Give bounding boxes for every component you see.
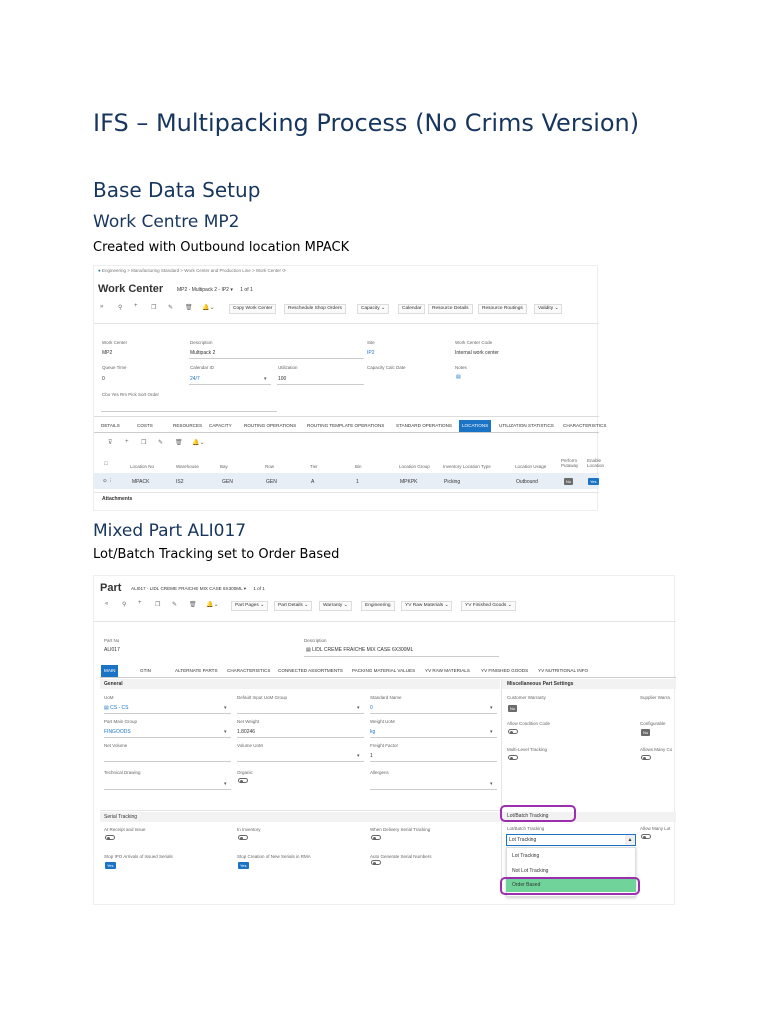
description-field[interactable]: Multipack 2 bbox=[190, 350, 216, 356]
tab-connected-assortments[interactable]: CONNECTED ASSORTMENTS bbox=[278, 668, 344, 673]
uom-dropdown-icon[interactable]: ▾ bbox=[224, 705, 227, 711]
col-inventory-location-type[interactable]: Inventory Location Type bbox=[443, 464, 491, 469]
utilization-field[interactable]: 100 bbox=[278, 376, 287, 382]
tab-yv-nutritional-info[interactable]: YV NUTRITIONAL INFO bbox=[538, 668, 589, 673]
misc-settings-title: Miscellaneous Part Settings bbox=[507, 681, 574, 687]
work-center-code-label: Work Center Code bbox=[455, 340, 493, 345]
attachments-label[interactable]: Attachments bbox=[102, 496, 133, 502]
resource-details-button[interactable]: Resource Details bbox=[428, 304, 473, 314]
part-main-group-label: Part Main Group bbox=[104, 719, 138, 724]
tab-costs[interactable]: COSTS bbox=[137, 423, 153, 428]
customer-warranty-value[interactable]: No bbox=[510, 706, 516, 711]
cell-bay: GEN bbox=[222, 479, 233, 485]
receipt-issue-toggle[interactable] bbox=[105, 835, 115, 840]
bell-row-icon[interactable]: 🔔⌄ bbox=[192, 440, 205, 446]
queue-time-label: Queue Time bbox=[102, 365, 127, 370]
allows-many-toggle[interactable] bbox=[641, 755, 651, 760]
add-icon[interactable]: + bbox=[138, 600, 142, 606]
window-title: Work Center bbox=[98, 283, 164, 295]
work-centre-heading: Work Centre MP2 bbox=[93, 212, 240, 232]
tab-standard-operations[interactable]: STANDARD OPERATIONS bbox=[396, 423, 452, 428]
sort-order-label: Cbo Yes Rm Pick Sort Order bbox=[102, 392, 160, 397]
finished-goods-menu[interactable]: YV Finished Goods ⌄ bbox=[461, 601, 516, 611]
multi-level-tracking-label: Multi-Level Tracking bbox=[507, 747, 548, 752]
col-bin[interactable]: Bin bbox=[355, 464, 362, 469]
delete-icon[interactable]: 🗑 bbox=[189, 602, 197, 608]
breadcrumb: ● Engineering > Manufacturing Standard > Work Center and Production Line > Work Center ⟳ bbox=[98, 268, 287, 273]
edit-row-icon[interactable]: ✎ bbox=[158, 440, 164, 446]
allows-many-label: Allows Many Co bbox=[640, 747, 673, 752]
auto-serial-toggle[interactable] bbox=[371, 860, 381, 865]
net-weight-label: Net Weight bbox=[237, 719, 260, 724]
option-lot-tracking[interactable]: Lot Tracking bbox=[512, 853, 540, 859]
weight-uom-dropdown-icon[interactable]: ▾ bbox=[490, 729, 493, 735]
cell-perform-putaway: No bbox=[566, 479, 572, 484]
part-main-group-field[interactable]: FINGOODS bbox=[104, 729, 131, 735]
copy-work-center-button[interactable]: Copy Work Center bbox=[229, 304, 276, 314]
lot-batch-label: Lot/Batch Tracking bbox=[507, 826, 545, 831]
general-group-title: General bbox=[104, 681, 123, 687]
stop-arrivals-label: Stop IPO Arrivals of Issued Serials bbox=[104, 854, 173, 859]
section-heading: Base Data Setup bbox=[93, 178, 261, 202]
volume-uom-label: Volume UoM bbox=[237, 743, 263, 748]
cell-row: GEN bbox=[266, 479, 277, 485]
input-uom-label: Default Input UoM Group bbox=[237, 695, 288, 700]
filter-icon[interactable]: ⊽ bbox=[108, 440, 113, 446]
tab-details[interactable]: DETAILS bbox=[101, 423, 120, 428]
page-title: IFS – Multipacking Process (No Crims Version) bbox=[93, 109, 640, 137]
standard-name-label: Standard Name bbox=[370, 695, 402, 700]
copy-icon[interactable]: ❐ bbox=[155, 602, 161, 608]
record-selector[interactable]: ALI017 - LIDL CREME FRAICHE MIX CASE 6X300ML ▾ 1 of 1 bbox=[131, 586, 265, 591]
allow-condition-code-label: Allow Condition Code bbox=[507, 721, 551, 726]
stop-creation-label: Stop Creation of New Serials in RMA bbox=[237, 854, 311, 859]
delivery-serial-toggle[interactable] bbox=[371, 835, 381, 840]
allergens-dropdown-icon[interactable]: ▾ bbox=[490, 781, 493, 787]
col-location-usage[interactable]: Location Usage bbox=[515, 464, 547, 469]
tab-characteristics[interactable]: CHARACTERISTICS bbox=[227, 668, 271, 673]
work-center-code-value[interactable]: Internal work center bbox=[455, 350, 499, 356]
queue-time-value[interactable]: 0 bbox=[102, 376, 105, 382]
description-field[interactable]: ▤ LIDL CREME FRAICHE MIX CASE 6X300ML bbox=[306, 647, 414, 653]
cell-warehouse: IS2 bbox=[176, 479, 184, 485]
calendar-button[interactable]: Calendar bbox=[398, 304, 425, 314]
part-details-menu[interactable]: Part Details ⌄ bbox=[274, 601, 312, 611]
stop-creation-value[interactable]: Yes bbox=[240, 863, 247, 868]
notes-label: Notes bbox=[455, 365, 467, 370]
technical-drawing-dropdown-icon[interactable]: ▾ bbox=[224, 781, 227, 787]
col-tier[interactable]: Tier bbox=[310, 464, 318, 469]
input-uom-dropdown-icon[interactable]: ▾ bbox=[357, 705, 360, 711]
col-location-no[interactable]: Location No bbox=[130, 464, 155, 469]
reschedule-button[interactable]: Reschedule Shop Orders bbox=[284, 304, 346, 314]
lot-batch-select-value: Lot Tracking bbox=[509, 837, 537, 843]
caret-up-icon[interactable]: ▲ bbox=[625, 835, 635, 845]
tab-yv-finished-goods[interactable]: YV FINISHED GOODS bbox=[481, 668, 529, 673]
engineering-button[interactable]: Engineering bbox=[361, 601, 395, 611]
row-select-icon[interactable]: ⊙ ⋮ bbox=[103, 478, 113, 483]
cell-location-group: MPKPK bbox=[400, 479, 418, 485]
window-title: Part bbox=[100, 582, 122, 594]
part-no-value[interactable]: ALI017 bbox=[104, 647, 120, 653]
calendar-id-field[interactable]: 24/7 bbox=[190, 376, 200, 382]
cell-bin: 1 bbox=[356, 479, 359, 485]
freight-factor-label: Freight Factor bbox=[370, 743, 399, 748]
col-location-group[interactable]: Location Group bbox=[399, 464, 430, 469]
tab-routing-template-operations[interactable]: ROUTING TEMPLATE OPERATIONS bbox=[307, 423, 385, 428]
cell-inventory-location-type: Picking bbox=[444, 479, 461, 485]
in-inventory-toggle[interactable] bbox=[238, 835, 248, 840]
tab-yv-raw-materials[interactable]: YV RAW MATERIALS bbox=[425, 668, 470, 673]
description-field-icon: ▤ bbox=[306, 647, 313, 653]
work-center-value[interactable]: MP2 bbox=[102, 350, 113, 356]
attach-icon[interactable]: ⚲ bbox=[122, 602, 127, 608]
raw-materials-menu[interactable]: YV Raw Materials ⌄ bbox=[401, 601, 452, 611]
warranty-menu[interactable]: Warranty ⌄ bbox=[319, 601, 352, 611]
description-label: Description bbox=[190, 340, 213, 345]
bell-icon[interactable]: 🔔⌄ bbox=[202, 305, 215, 311]
uom-label: UoM bbox=[104, 695, 114, 700]
tab-locations[interactable]: LOCATIONS bbox=[459, 420, 491, 432]
expand-icon[interactable]: « bbox=[105, 601, 109, 607]
weight-uom-label: Weight UoM bbox=[370, 719, 395, 724]
select-all-checkbox[interactable]: ☐ bbox=[104, 461, 109, 466]
calendar-dropdown-icon[interactable]: ▾ bbox=[264, 376, 267, 382]
freight-factor-field[interactable]: 1 bbox=[370, 753, 373, 759]
part-screenshot bbox=[93, 575, 675, 905]
customer-warranty-label: Customer Warranty bbox=[507, 695, 546, 700]
utilization-label: Utilization bbox=[278, 365, 298, 370]
edit-icon[interactable]: ✎ bbox=[172, 602, 178, 608]
cell-location-usage: Outbound bbox=[516, 479, 538, 485]
tab-characteristics[interactable]: CHARACTERISTICS bbox=[563, 423, 607, 428]
option-not-lot-tracking[interactable]: Not Lot Tracking bbox=[512, 868, 549, 874]
add-row-icon[interactable]: + bbox=[125, 439, 129, 445]
stop-arrivals-value[interactable]: Yes bbox=[107, 863, 114, 868]
capacity-calc-date-label: Capacity Calc Date bbox=[367, 365, 406, 370]
resource-routings-button[interactable]: Resource Routings bbox=[478, 304, 527, 314]
lot-batch-select[interactable] bbox=[506, 834, 636, 846]
tab-routing-operations[interactable]: ROUTING OPERATIONS bbox=[244, 423, 297, 428]
mixed-part-heading: Mixed Part ALI017 bbox=[93, 521, 247, 541]
work-centre-text: Created with Outbound location MPACK bbox=[93, 240, 350, 255]
tab-main[interactable]: MAIN bbox=[101, 665, 118, 677]
delete-icon[interactable]: 🗑 bbox=[185, 305, 193, 311]
tab-utilization-statistics[interactable]: UTILIZATION STATISTICS bbox=[499, 423, 554, 428]
record-selector[interactable]: MP2 - Multipack 2 - IP2 ▾ 1 of 1 bbox=[177, 287, 253, 293]
cell-location-no: MPACK bbox=[132, 479, 150, 485]
order-based-highlight bbox=[500, 877, 640, 895]
bell-icon[interactable]: 🔔⌄ bbox=[206, 602, 219, 608]
tab-alternate-parts[interactable]: ALTERNATE PARTS bbox=[175, 668, 218, 673]
description-label: Description bbox=[304, 638, 327, 643]
net-weight-field[interactable]: 1.80246 bbox=[237, 729, 256, 735]
capacity-menu[interactable]: Capacity ⌄ bbox=[357, 304, 389, 314]
notes-icon[interactable]: ▤ bbox=[456, 374, 461, 380]
col-perform-putaway[interactable]: Perform Putaway bbox=[561, 458, 579, 468]
in-inventory-label: In Inventory bbox=[237, 827, 261, 832]
technical-drawing-label: Technical Drawing bbox=[104, 770, 141, 775]
tab-packing-material-values[interactable]: PACKING MATERIAL VALUES bbox=[352, 668, 416, 673]
standard-name-dropdown-icon[interactable]: ▾ bbox=[490, 705, 493, 711]
col-warehouse[interactable]: Warehouse bbox=[176, 464, 199, 469]
site-value[interactable]: IP2 bbox=[367, 350, 375, 356]
allow-condition-code-toggle[interactable] bbox=[508, 729, 518, 734]
delete-row-icon[interactable]: 🗑 bbox=[175, 440, 183, 446]
edit-icon[interactable]: ✎ bbox=[168, 305, 174, 311]
col-row[interactable]: Row bbox=[265, 464, 275, 469]
work-center-label: Work Center bbox=[102, 340, 128, 345]
volume-uom-dropdown-icon[interactable]: ▾ bbox=[357, 753, 360, 759]
validity-menu[interactable]: Validity ⌄ bbox=[534, 304, 562, 314]
part-main-group-dropdown-icon[interactable]: ▾ bbox=[224, 729, 227, 735]
supplier-warranty-label: Supplier Warra bbox=[640, 695, 670, 700]
allow-many-lots-toggle[interactable] bbox=[641, 834, 651, 839]
site-label: Site bbox=[367, 340, 375, 345]
col-enable-location[interactable]: Enable Location bbox=[587, 458, 605, 468]
part-pages-menu[interactable]: Part Pages ⌄ bbox=[231, 601, 268, 611]
allergens-label: Allergens bbox=[370, 770, 389, 775]
allow-many-lots-label: Allow Many Lot bbox=[640, 826, 671, 831]
serial-tracking-title: Serial Tracking bbox=[104, 814, 138, 820]
part-no-label: Part No bbox=[104, 638, 120, 643]
copy-icon[interactable]: ❐ bbox=[151, 305, 157, 311]
lot-batch-title: Lot/Batch Tracking bbox=[507, 813, 549, 819]
cell-tier: A bbox=[311, 479, 315, 485]
net-volume-label: Net Volume bbox=[104, 743, 128, 748]
add-icon[interactable]: + bbox=[134, 303, 138, 309]
weight-uom-field[interactable]: kg bbox=[370, 729, 376, 735]
expand-icon[interactable]: » bbox=[100, 304, 104, 310]
option-order-based-label: Order Based bbox=[512, 882, 541, 888]
tab-gtin[interactable]: GTIN bbox=[140, 668, 151, 673]
receipt-issue-label: At Receipt and Issue bbox=[104, 827, 146, 832]
tab-resources[interactable]: RESOURCES bbox=[173, 423, 203, 428]
calendar-id-label: Calendar ID bbox=[190, 365, 215, 370]
standard-name-field[interactable]: 0 bbox=[370, 705, 373, 711]
uom-icon: ▤ bbox=[104, 705, 111, 711]
copy-row-icon[interactable]: ❐ bbox=[141, 440, 147, 446]
attach-icon[interactable]: ⚲ bbox=[118, 305, 123, 311]
organic-label: Organic bbox=[237, 770, 253, 775]
auto-serial-label: Auto Generate Serial Numbers bbox=[370, 854, 432, 859]
work-center-screenshot bbox=[93, 265, 607, 511]
tab-capacity[interactable]: CAPACITY bbox=[209, 423, 232, 428]
multi-level-tracking-toggle[interactable] bbox=[508, 755, 518, 760]
cell-enable-location: Yes bbox=[590, 479, 597, 484]
configurable-label: Configurable bbox=[640, 721, 666, 726]
configurable-value[interactable]: No bbox=[643, 730, 649, 735]
organic-toggle[interactable] bbox=[238, 778, 248, 783]
mixed-part-text: Lot/Batch Tracking set to Order Based bbox=[93, 547, 340, 562]
col-bay[interactable]: Bay bbox=[220, 464, 228, 469]
delivery-serial-label: When Delivery Serial Tracking bbox=[370, 827, 431, 832]
uom-field[interactable]: ▤ CS - CS bbox=[104, 705, 129, 711]
